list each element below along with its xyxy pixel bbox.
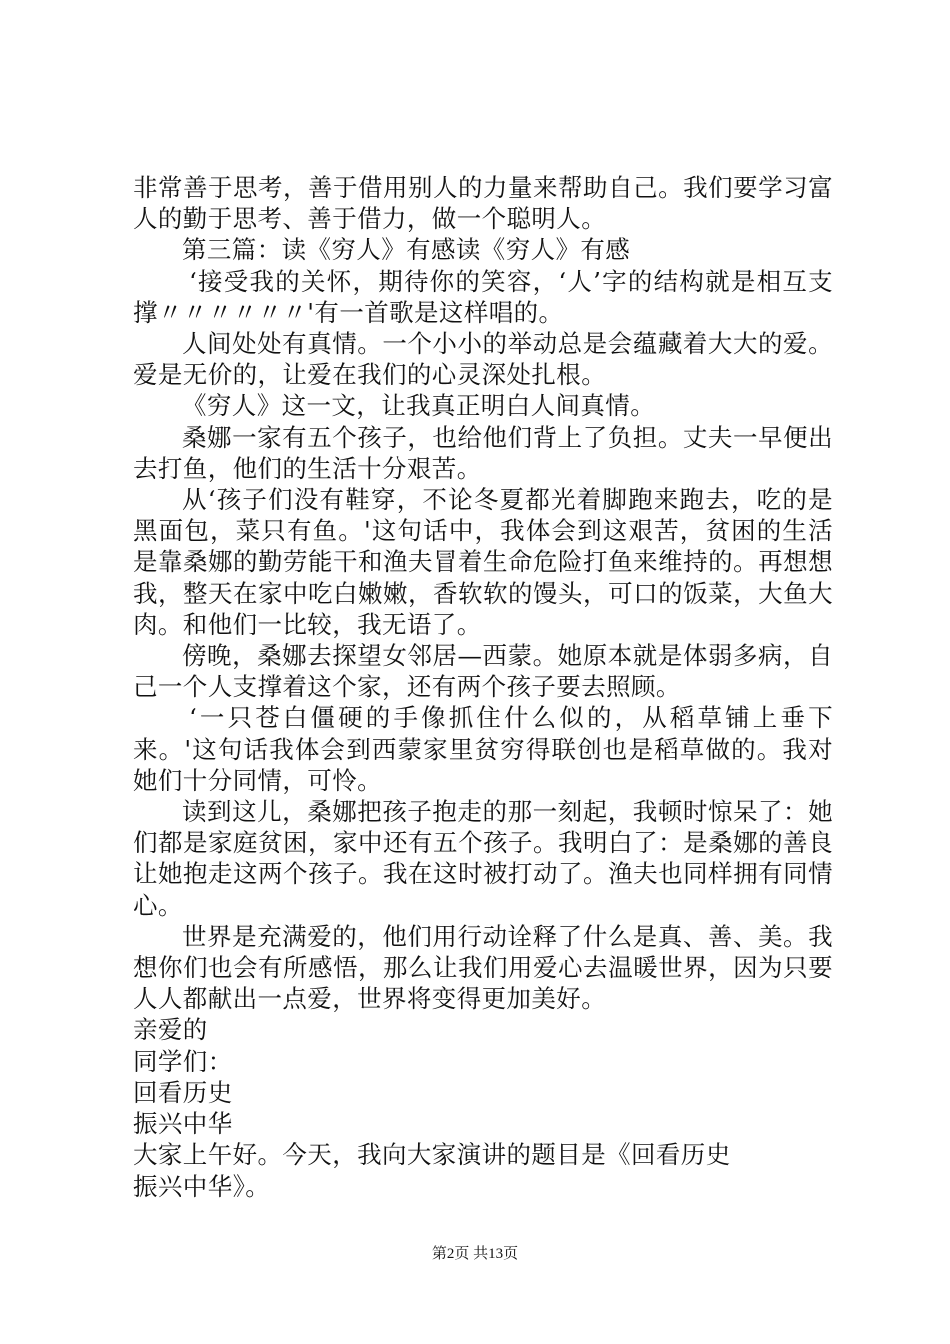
paragraph: 傍晚，桑娜去探望女邻居—西蒙。她原本就是体弱多病，自己一个人支撑着这个家，还有两个孩子要去照顾。: [133, 641, 833, 702]
speech-line: 亲爱的: [133, 1015, 208, 1045]
speech-line: 同学们：: [133, 1046, 233, 1076]
speech-line: 回看历史: [133, 1077, 233, 1107]
speech-line: 振兴中华》。: [133, 1171, 271, 1201]
body-text: [133, 172, 833, 1202]
paragraph: 《穷人》这一文，让我真正明白人间真情。: [182, 391, 656, 421]
page-footer: [0, 1244, 950, 1264]
paragraph-continuation: 非常善于思考，善于借用别人的力量来帮助自己。我们要学习富人的勤于思考、善于借力，做一个聪明人。: [133, 173, 833, 234]
paragraph: 读到这儿，桑娜把孩子抱走的那一刻起，我顿时惊呆了：她们都是家庭贫困，家中还有五个孩子。我明白了：是桑娜的善良让她抱走这两个孩子。我在这时被打动了。渔夫也同样拥有同情心。: [133, 797, 833, 920]
section-heading: 第三篇：读《穷人》有感读《穷人》有感: [182, 235, 631, 265]
speech-line: 大家上午好。今天，我向大家演讲的题目是《回看历史: [133, 1140, 731, 1170]
paragraph: ‘接受我的关怀，期待你的笑容，‘人’字的结构就是相互支撑〃〃〃〃〃〃'有一首歌是这样唱的。: [133, 266, 833, 327]
speech-line: 振兴中华: [133, 1109, 233, 1139]
paragraph: ‘一只苍白僵硬的手像抓住什么似的，从稻草铺上垂下来。'这句话我体会到西蒙家里贫穷得联创也是稻草做的。我对她们十分同情，可怜。: [133, 703, 833, 795]
paragraph: 人间处处有真情。一个小小的举动总是会蕴藏着大大的爱。爱是无价的，让爱在我们的心灵深处扎根。: [133, 329, 833, 390]
paragraph: 桑娜一家有五个孩子，也给他们背上了负担。丈夫一早便出去打鱼，他们的生活十分艰苦。: [133, 422, 833, 483]
paragraph: 世界是充满爱的，他们用行动诠释了什么是真、善、美。我想你们也会有所感悟，那么让我们用爱心去温暖世界，因为只要人人都献出一点爱，世界将变得更加美好。: [133, 921, 833, 1014]
page-number: 第2页 共13页: [431, 1246, 519, 1262]
paragraph: 从‘孩子们没有鞋穿，不论冬夏都光着脚跑来跑去，吃的是黑面包，菜只有鱼。'这句话中，我体会到这艰苦，贫困的生活是靠桑娜的勤劳能干和渔夫冒着生命危险打鱼来维持的。再想想我，整天在家中吃白嫩嫩，香软软的馒头，可口的饭菜，大鱼大肉。和他们一比较，我无语了。: [133, 485, 833, 639]
